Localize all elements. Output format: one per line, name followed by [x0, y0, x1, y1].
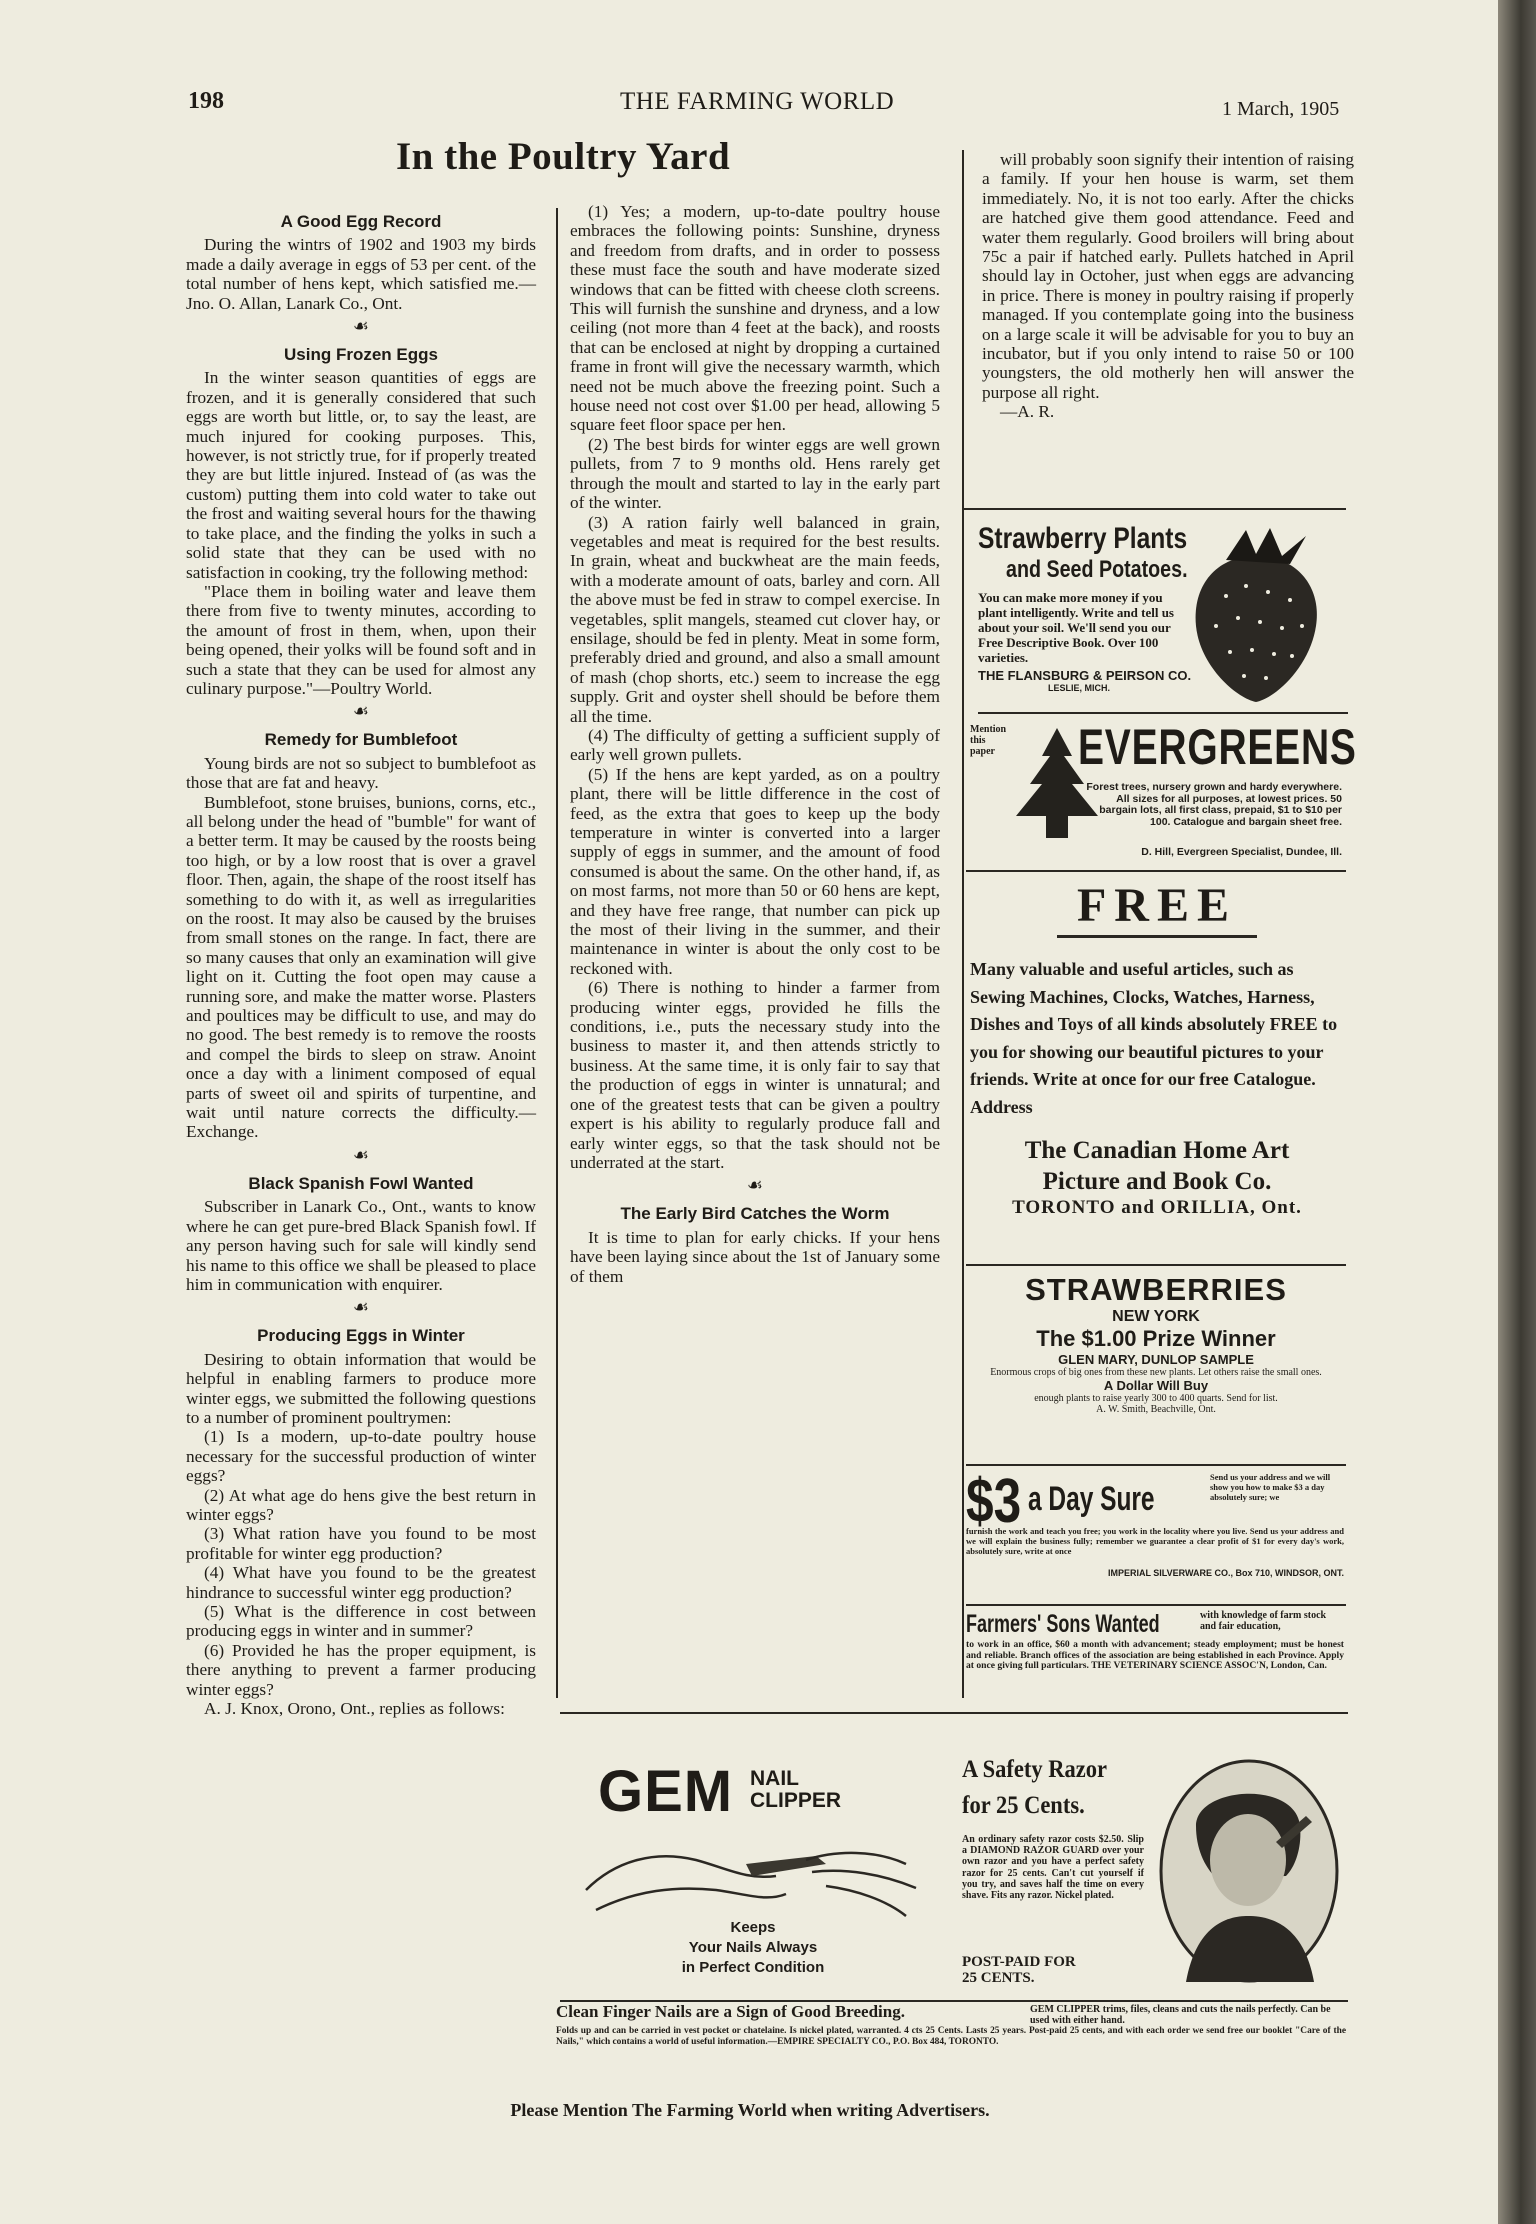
ad-subtitle: and Seed Potatoes.: [1006, 556, 1188, 583]
ad-subtitle: NEW YORK: [1112, 1308, 1200, 1325]
leaf-ornament-icon: ☙: [352, 316, 370, 337]
ad-title: EVERGREENS: [1078, 719, 1357, 775]
rule: [966, 1464, 1346, 1466]
running-title: THE FARMING WORLD: [620, 88, 895, 115]
ad-keeps-line3: in Perfect Condition: [681, 1959, 825, 1976]
ad-free-articles: [970, 878, 1344, 1219]
divider: [1057, 935, 1257, 938]
article-paragraph: (2) At what age do hens give the best return in winter eggs?: [186, 1485, 536, 1524]
man-shaving-portrait: [1156, 1756, 1342, 1986]
ad-keeps-line1: Keeps: [730, 1919, 776, 1936]
ad-mention: Mention this paper: [970, 724, 1007, 757]
article-paragraph: (4) What have you found to be the greatest hindrance to successful winter egg production?: [186, 1563, 536, 1602]
ad-body: Forest trees, nursery grown and hardy everywhere. All sizes for all purposes, at lowest prices. 50 bargain lots, all first class, prepaid, $1 to $10 per 100. Catalogue and bargain sheet free.: [1086, 781, 1342, 828]
ad-title: STRAWBERRIES: [1025, 1272, 1287, 1307]
ad-body: to work in an office, $60 a month with advancement; steady employment; must be honest and reliable. Branch offices of the association are being established in each Province. Apply at once giving full particulars. THE VETERINARY SCIENCE ASSOC'N, London, Can.: [966, 1639, 1344, 1671]
leaf-ornament-icon: ☙: [352, 1297, 370, 1318]
ad-prize: The $1.00 Prize Winner: [1036, 1326, 1276, 1351]
ad-company: IMPERIAL SILVERWARE CO., Box 710, WINDSOR, ONT.: [1107, 1568, 1344, 1578]
article-column-2: [570, 202, 940, 1286]
article-paragraph: will probably soon signify their intention of raising a family. If your hen house is warm, set them immediately. No, it is not too early. After the chicks are hatched give them good attendance. Feed and water them regularly. Good broilers will bring about 75c a pair if hatched early. Pullets hatched in April should lay in Octoher, just when eggs are advancing in price. There is money in poultry raising if properly managed. If you contemplate going into the business on a large scale it will be advisable for you to buy an incubator, but if you only intend to raise 50 or 100 youngsters, the old motherly hen will answer the purpose all right.: [982, 150, 1354, 402]
article-column-3: [982, 150, 1354, 422]
ad-seller: A. W. Smith, Beachville, Ont.: [1096, 1404, 1216, 1415]
rule: [962, 508, 1346, 510]
article-paragraph: (1) Is a modern, up-to-date poultry house necessary for the successful production of winter eggs?: [186, 1427, 536, 1486]
ad-keeps-line2: Your Nails Always: [688, 1939, 818, 1956]
article-heading: Producing Eggs in Winter: [257, 1326, 465, 1346]
ad-side: with knowledge of farm stock and fair education,: [1200, 1610, 1327, 1632]
article-paragraph: During the wintrs of 1902 and 1903 my birds made a daily average in eggs of 53 per cent. of the total number of hens kept, which satisfied me.—Jno. O. Allan, Lanark Co., Ont.: [186, 235, 536, 313]
article-heading: Remedy for Bumblefoot: [264, 730, 458, 750]
article-paragraph: (2) The best birds for winter eggs are well grown pullets, from 7 to 9 months old. Hens rarely get through the moult and started to lay in the early part of the winter.: [570, 434, 940, 513]
article-paragraph: Bumblefoot, stone bruises, bunions, corns, etc., all belong under the head of "bumble" for want of a better term. It may be caused by the roosts being too high, or by a low roost that is over a gravel floor. Then, again, the shape of the roost itself has something to do with it, as well as irregularities on the roost. It may also be caused by the bruises from small stones on the range. In fact, there are so many causes that only an examination will give light on it. Cutting the foot open may cause a running sore, and make the matter worse. Plasters and poultices may be difficult to use, and may do no good. The best remedy is to remove the roosts and compel the birds to sleep on straw. Anoint once a day with a liniment composed of equal parts of sweet oil and spirits of turpentine, and wait until nature corrects the difficulty.—Exchange.: [186, 792, 536, 1142]
ad-strawberry-plants: [978, 522, 1348, 704]
ad-place: TORONTO and ORILLIA, Ont.: [1012, 1197, 1302, 1218]
issue-date: 1 March, 1905: [1222, 98, 1340, 120]
ad-title: Strawberry Plants: [978, 522, 1188, 555]
leaf-ornament-icon: ☙: [746, 1175, 764, 1196]
ad-gem-footnote: Folds up and can be carried in vest pocket or chatelaine. Is nickel plated, warranted. 4 cts 25 Cents. Lasts 25 years. Post-paid 25 cents, and with each order we send free our booklet "Care of the Nails," which contains a world of useful information.—EMPIRE SPECIALTY CO., P.O. Box 484, TORONTO.: [556, 2026, 1346, 2047]
ad-big-amount: $3: [966, 1467, 1022, 1536]
ad-side: Send us your address and we will show you how to make $3 a day absolutely sure; we: [1210, 1472, 1331, 1502]
article-paragraph: It is time to plan for early chicks. If your hens have been laying since about the 1st of January some of them: [570, 1227, 940, 1286]
article-heading: The Early Bird Catches the Worm: [620, 1204, 890, 1224]
ad-safety-razor: [962, 1752, 1348, 1992]
rule: [966, 1604, 1346, 1606]
ad-three-dollars-a-day: [966, 1467, 1346, 1582]
page-footer: Please Mention The Farming World when writing Advertisers.: [510, 2100, 990, 2120]
article-paragraph: (5) What is the difference in cost between producing eggs in winter and in summer?: [186, 1602, 536, 1641]
ad-body: You can make more money if you plant intelligently. Write and tell us about your soil. We'll send you our Free Descriptive Book. Over 100 varieties.: [978, 590, 1174, 665]
ad-buy: A Dollar Will Buy: [1103, 1378, 1209, 1393]
ad-title: Farmers' Sons Wanted: [966, 1610, 1160, 1638]
ad-company-line1: The Canadian Home Art: [1024, 1137, 1290, 1164]
ad-body: Many valuable and useful articles, such as Sewing Machines, Clocks, Watches, Harness, Dishes and Toys of all kinds absolutely FREE to you for showing our beautiful pictures to your friends. Write at once for our free Catalogue. Address: [970, 959, 1338, 1117]
article-paragraph: (1) Yes; a modern, up-to-date poultry house embraces the following points: Sunshine, dryness and freedom from drafts, and in order to possess these must face the south and have moderate sized windows that can be fitted with cheese cloth screens. This will furnish the sunshine and dryness, and a low ceiling (not more than 4 feet at the back), and roosts that can be enclosed at night by dropping a curtained frame in front will give the necessary warmth, which need not be much above the freezing point. Such a house need not cost over $1.00 per head, allowing 5 square feet floor space per hen.: [570, 202, 940, 435]
ad-buy-note: enough plants to raise yearly 300 to 400 quarts. Send for list.: [1034, 1393, 1278, 1404]
ad-title-line2: for 25 Cents.: [962, 1792, 1085, 1819]
article-paragraph: (4) The difficulty of getting a sufficient supply of early well grown pullets.: [570, 725, 940, 765]
ad-gem-side: GEM CLIPPER trims, files, cleans and cuts the nails perfectly. Can be used with either hand.: [1030, 2004, 1331, 2026]
leaf-ornament-icon: ☙: [352, 1144, 370, 1165]
ad-place: LESLIE, MICH.: [1048, 683, 1111, 693]
rule: [560, 1712, 1348, 1714]
ad-product-line1: NAIL: [750, 1767, 799, 1790]
article-heading: Black Spanish Fowl Wanted: [248, 1173, 474, 1193]
leaf-ornament-icon: ☙: [352, 701, 370, 722]
ad-body: An ordinary safety razor costs $2.50. Slip a DIAMOND RAZOR GUARD over your own razor and you have a perfect safety razor for 25 cents. Can't cut yourself if you try, and saves half the time on every shave. Fits any razor. Nickel plated.: [962, 1834, 1144, 1902]
ad-title-line1: A Safety Razor: [962, 1756, 1107, 1783]
article-paragraph: (6) There is nothing to hinder a farmer from producing winter eggs, provided he fills the conditions, i.e., puts the necessary study into the business to master it, and then attends strictly to business. At the same time, it is only fair to say that the production of eggs in winter is unnatural; and one of the greatest tests that can be given a poultry expert is his ability to regularly produce fall and early winter eggs, so that the task should not be underrated at the start.: [570, 978, 940, 1172]
column-rule: [556, 208, 558, 1698]
rule: [966, 870, 1346, 872]
ad-dealer: D. Hill, Evergreen Specialist, Dundee, Ill.: [1141, 846, 1342, 858]
article-heading: A Good Egg Record: [280, 212, 442, 231]
ad-company: THE FLANSBURG & PEIRSON CO.: [978, 668, 1192, 683]
ad-title: a Day Sure: [1028, 1480, 1155, 1518]
article-paragraph: Desiring to obtain information that would be helpful in enabling farmers to produce more winter eggs, we submitted the following questions to a number of prominent poultrymen:: [186, 1349, 536, 1427]
ad-variety: GLEN MARY, DUNLOP SAMPLE: [1058, 1352, 1254, 1367]
article-column-1: [186, 202, 536, 1718]
page-number: 198: [188, 88, 224, 114]
ad-company-line2: Picture and Book Co.: [1042, 1168, 1272, 1195]
ad-evergreens: [966, 718, 1357, 868]
hand-clipping-nail-illustration: [576, 1820, 926, 1920]
ad-postpaid-line1: POST-PAID FOR: [962, 1954, 1076, 1970]
ad-gem-nail-clipper: [556, 1724, 950, 1994]
ad-note: Enormous crops of big ones from these new plants. Let others raise the small ones.: [990, 1367, 1322, 1378]
article-paragraph: Subscriber in Lanark Co., Ont., wants to know where he can get pure-bred Black Spanish fowl. If any person having such for sale will kindly send his name to this office we shall be pleased to place him in communication with enquirer.: [186, 1197, 536, 1294]
article-paragraph: "Place them in boiling water and leave them there from five to twenty minutes, according to the amount of frost in them, when, upon their being opened, their yolks will be found soft and in such a state that they can be used for almost any culinary purpose."—Poultry World.: [186, 581, 536, 698]
ad-title: FREE: [1076, 879, 1237, 932]
ad-gem-tagline: Clean Finger Nails are a Sign of Good Breeding.: [556, 2002, 905, 2021]
ad-strawberries: [966, 1272, 1346, 1416]
ad-product-line2: CLIPPER: [750, 1789, 842, 1812]
page-binding-edge: [1498, 0, 1536, 2224]
ad-postpaid-line2: 25 CENTS.: [962, 1970, 1035, 1986]
article-paragraph: In the winter season quantities of eggs are frozen, and it is generally considered that such eggs are worth but little, or, to say the least, are much injured for cooking purposes. This, however, is not strictly true, for if properly treated they are but little injured. Instead of (as was the custom) putting them into cold water to take out the frost and waiting several hours for the thawing to take place, and the finding the yolks in such a solid state that they can be used with no satisfaction in cooking, try the following method:: [186, 368, 536, 582]
column-rule: [962, 150, 964, 1698]
article-paragraph: (6) Provided he has the proper equipment, is there anything to prevent a farmer producing winter eggs?: [186, 1640, 536, 1699]
rule: [978, 712, 1348, 714]
section-title: In the Poultry Yard: [396, 135, 731, 178]
ad-brand: GEM: [598, 1759, 734, 1824]
article-paragraph: Young birds are not so subject to bumblefoot as those that are fat and heavy.: [186, 753, 536, 793]
rule: [966, 1264, 1346, 1266]
article-paragraph: (5) If the hens are kept yarded, as on a poultry plant, there will be little difference in the cost of feed, as the extra that goes to keep up the body temperature in winter is converted into a larger supply of eggs in summer, and the amount of food consumed is about the same. On the other hand, if, as on most farms, not more than 50 or 60 hens are kept, and they have free range, that number can pick up the most of their living in the summer, and their maintenance in winter is about the only cost to be reckoned with.: [570, 764, 940, 978]
article-paragraph: (3) A ration fairly well balanced in grain, vegetables and meat is required for the best results. In grain, wheat and buckwheat are the main feeds, with a moderate amount of oats, barley and corn. All the above must be fed in straw to compel exercise. In vegetables, split mangels, steamed cut clover hay, or ensilage, should be fed in plenty. Meat in some form, preferably dried and ground, and also a small amount of mash (chop shorts, etc.) seem to increase the egg supply. Grit and oyster shell should be before them all the time.: [570, 512, 940, 726]
strawberry-illustration: [1186, 526, 1326, 706]
article-paragraph: (3) What ration have you found to be most profitable for winter egg production?: [186, 1524, 536, 1563]
article-paragraph: —A. R.: [1000, 402, 1055, 422]
article-heading: Using Frozen Eggs: [284, 345, 438, 365]
ad-body: furnish the work and teach you free; you work in the locality where you live. Send us your address and we will explain the business fully; remember we guarantee a clear profit of $1 for every day's work, absolutely sure, write at once: [966, 1526, 1344, 1556]
article-paragraph: A. J. Knox, Orono, Ont., replies as follows:: [204, 1699, 505, 1719]
